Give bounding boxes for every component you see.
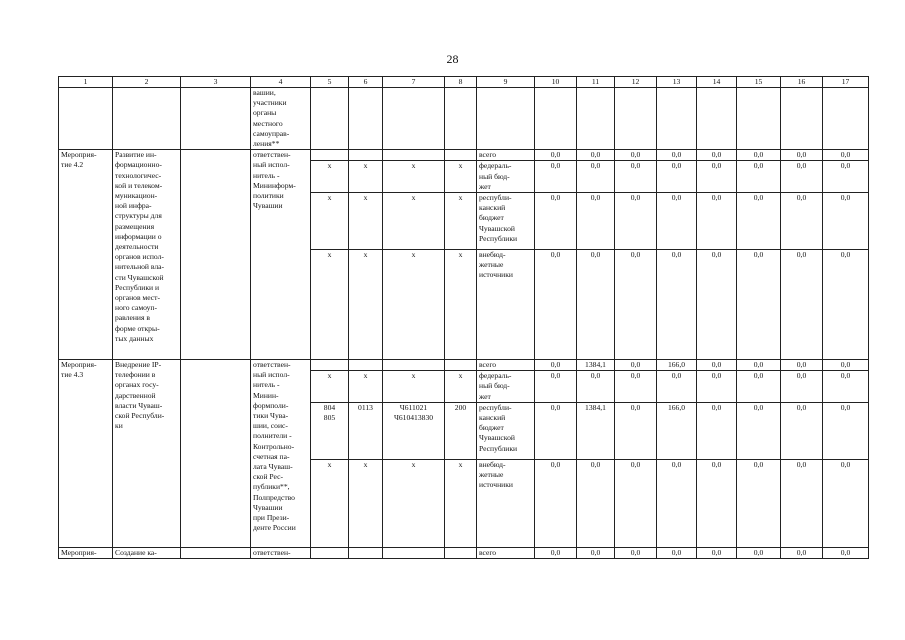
code-cell xyxy=(349,360,383,371)
value-cell: 0,0 xyxy=(657,547,697,558)
value-cell: 0,0 xyxy=(697,250,737,360)
code-cell xyxy=(383,150,445,161)
code-cell: x xyxy=(445,371,477,403)
table-row xyxy=(59,88,869,150)
value-cell: 0,0 xyxy=(781,150,823,161)
code-cell: x xyxy=(445,250,477,360)
value-cell: 0,0 xyxy=(737,250,781,360)
measure-code: Мероприя- тие 4.2 xyxy=(59,150,113,360)
funding-source: всего xyxy=(477,360,535,371)
measure-title: Развитие ин- формационно- технологичес- кой и телеком- муникацион- ной инфра- структуры для размещения информации о деятельности органов испол- нительной вла- сти Чувашской Республики и органов мест- ного самоуп- равления в форме откры- тых данных xyxy=(113,150,181,360)
value-cell: 0,0 xyxy=(577,459,615,547)
funding-source: федераль- ный бюд- жет xyxy=(477,161,535,193)
value-cell: 0,0 xyxy=(535,371,577,403)
value-cell: 0,0 xyxy=(823,371,869,403)
value-cell: 0,0 xyxy=(823,150,869,161)
column-header: 8 xyxy=(445,77,477,88)
value-cell: 0,0 xyxy=(737,360,781,371)
table-cell xyxy=(311,88,349,150)
code-cell xyxy=(311,150,349,161)
code-cell: x xyxy=(383,459,445,547)
code-cell: x xyxy=(311,371,349,403)
budget-table xyxy=(58,76,869,559)
value-cell: 0,0 xyxy=(657,371,697,403)
funding-source: всего xyxy=(477,150,535,161)
code-cell: x xyxy=(311,459,349,547)
value-cell: 0,0 xyxy=(657,161,697,193)
funding-source: республи- канский бюджет Чувашской Республики xyxy=(477,402,535,459)
code-cell xyxy=(383,360,445,371)
measure-code: Мероприя- тие 4.3 xyxy=(59,360,113,548)
column-header: 1 xyxy=(59,77,113,88)
code-cell: x xyxy=(311,250,349,360)
value-cell: 0,0 xyxy=(577,193,615,250)
table-cell xyxy=(445,88,477,150)
table-cell xyxy=(59,88,113,150)
column-header: 9 xyxy=(477,77,535,88)
value-cell: 0,0 xyxy=(615,459,657,547)
value-cell: 0,0 xyxy=(615,547,657,558)
value-cell: 0,0 xyxy=(697,161,737,193)
table-cell xyxy=(383,547,445,558)
value-cell: 0,0 xyxy=(737,402,781,459)
value-cell: 0,0 xyxy=(697,547,737,558)
table-cell xyxy=(615,88,657,150)
value-cell: 0,0 xyxy=(737,547,781,558)
table-cell xyxy=(577,88,615,150)
value-cell: 0,0 xyxy=(615,161,657,193)
code-cell xyxy=(349,150,383,161)
funding-source: внебюд- жетные источники xyxy=(477,459,535,547)
header-row xyxy=(59,77,869,88)
value-cell: 0,0 xyxy=(697,193,737,250)
code-cell: x xyxy=(383,371,445,403)
value-cell: 0,0 xyxy=(697,459,737,547)
value-cell: 0,0 xyxy=(781,250,823,360)
value-cell: 0,0 xyxy=(823,360,869,371)
value-cell: 0,0 xyxy=(697,371,737,403)
table-cell xyxy=(535,88,577,150)
code-cell: x xyxy=(349,250,383,360)
code-cell: x xyxy=(349,459,383,547)
value-cell: 0,0 xyxy=(737,459,781,547)
funding-source: республи- канский бюджет Чувашской Республики xyxy=(477,193,535,250)
table-cell xyxy=(697,88,737,150)
table-cell xyxy=(781,88,823,150)
value-cell: 0,0 xyxy=(615,150,657,161)
value-cell: 0,0 xyxy=(781,459,823,547)
column-header: 13 xyxy=(657,77,697,88)
code-cell: 0113 xyxy=(349,402,383,459)
value-cell: 0,0 xyxy=(823,161,869,193)
column-header: 17 xyxy=(823,77,869,88)
table-cell xyxy=(823,88,869,150)
value-cell: 0,0 xyxy=(823,193,869,250)
table-cell xyxy=(477,88,535,150)
value-cell: 0,0 xyxy=(657,459,697,547)
value-cell: 0,0 xyxy=(781,360,823,371)
value-cell: 0,0 xyxy=(781,371,823,403)
value-cell: 0,0 xyxy=(823,402,869,459)
value-cell: 0,0 xyxy=(535,402,577,459)
value-cell: 166,0 xyxy=(657,402,697,459)
code-cell: x xyxy=(311,193,349,250)
value-cell: 0,0 xyxy=(615,193,657,250)
value-cell: 0,0 xyxy=(781,161,823,193)
table-cell xyxy=(349,88,383,150)
column-header: 11 xyxy=(577,77,615,88)
value-cell: 0,0 xyxy=(657,193,697,250)
code-cell: x xyxy=(349,371,383,403)
column-header: 15 xyxy=(737,77,781,88)
responsible-cell: ответствен- ный испол- нитель - Мининформ- политики Чувашии xyxy=(251,150,311,360)
table-cell xyxy=(445,547,477,558)
value-cell: 0,0 xyxy=(577,547,615,558)
value-cell: 0,0 xyxy=(823,250,869,360)
column-header: 4 xyxy=(251,77,311,88)
code-cell: x xyxy=(445,459,477,547)
value-cell: 0,0 xyxy=(697,402,737,459)
responsible-cell: ответствен- ный испол- нитель - Минин- формполи- тики Чува- шии, соис- полнители - Контрольно- счетная па- лата Чуваш- ской Рес- публики**, Полпредство Чувашии при Прези- денте России xyxy=(251,360,311,548)
column-header: 16 xyxy=(781,77,823,88)
measure-title: Создание ка- xyxy=(113,547,181,558)
code-cell: 200 xyxy=(445,402,477,459)
table-cell xyxy=(383,88,445,150)
value-cell: 0,0 xyxy=(823,459,869,547)
empty-cell xyxy=(181,360,251,548)
table-cell xyxy=(349,547,383,558)
code-cell: Ч611021 Ч610413830 xyxy=(383,402,445,459)
column-header: 10 xyxy=(535,77,577,88)
column-header: 6 xyxy=(349,77,383,88)
value-cell: 0,0 xyxy=(577,371,615,403)
code-cell xyxy=(311,360,349,371)
value-cell: 1384,1 xyxy=(577,360,615,371)
column-header: 3 xyxy=(181,77,251,88)
value-cell: 0,0 xyxy=(657,150,697,161)
table-body xyxy=(59,77,869,559)
funding-source: федераль- ный бюд- жет xyxy=(477,371,535,403)
code-cell: x xyxy=(349,193,383,250)
table-cell xyxy=(181,547,251,558)
value-cell: 0,0 xyxy=(535,250,577,360)
value-cell: 0,0 xyxy=(781,547,823,558)
table-row xyxy=(59,360,869,371)
table-row xyxy=(59,150,869,161)
value-cell: 0,0 xyxy=(737,193,781,250)
value-cell: 0,0 xyxy=(535,459,577,547)
value-cell: 1384,1 xyxy=(577,402,615,459)
code-cell: 804 805 xyxy=(311,402,349,459)
responsible-cell: вашии, участники органы местного самоуправ- ления** xyxy=(251,88,311,150)
value-cell: 0,0 xyxy=(781,193,823,250)
code-cell xyxy=(445,150,477,161)
value-cell: 0,0 xyxy=(577,150,615,161)
value-cell: 0,0 xyxy=(737,161,781,193)
code-cell: x xyxy=(383,161,445,193)
measure-title: Внедрение IP- телефонии в органах госу- дарственной власти Чуваш- ской Республи- ки xyxy=(113,360,181,548)
empty-cell xyxy=(181,150,251,360)
value-cell: 0,0 xyxy=(781,402,823,459)
responsible-cell: ответствен- xyxy=(251,547,311,558)
value-cell: 166,0 xyxy=(657,360,697,371)
code-cell xyxy=(445,360,477,371)
table-cell xyxy=(181,88,251,150)
funding-source: всего xyxy=(477,547,535,558)
value-cell: 0,0 xyxy=(615,371,657,403)
table-cell xyxy=(657,88,697,150)
code-cell: x xyxy=(383,193,445,250)
value-cell: 0,0 xyxy=(535,161,577,193)
value-cell: 0,0 xyxy=(737,371,781,403)
value-cell: 0,0 xyxy=(697,150,737,161)
code-cell: x xyxy=(349,161,383,193)
value-cell: 0,0 xyxy=(535,360,577,371)
value-cell: 0,0 xyxy=(657,250,697,360)
table-row xyxy=(59,547,869,558)
value-cell: 0,0 xyxy=(535,150,577,161)
code-cell: x xyxy=(445,161,477,193)
value-cell: 0,0 xyxy=(577,250,615,360)
value-cell: 0,0 xyxy=(823,547,869,558)
table-cell xyxy=(311,547,349,558)
funding-source: внебюд- жетные источники xyxy=(477,250,535,360)
page-number: 28 xyxy=(446,52,459,66)
value-cell: 0,0 xyxy=(697,360,737,371)
column-header: 5 xyxy=(311,77,349,88)
table-cell xyxy=(113,88,181,150)
value-cell: 0,0 xyxy=(615,250,657,360)
column-header: 7 xyxy=(383,77,445,88)
column-header: 14 xyxy=(697,77,737,88)
value-cell: 0,0 xyxy=(535,193,577,250)
column-header: 12 xyxy=(615,77,657,88)
value-cell: 0,0 xyxy=(577,161,615,193)
code-cell: x xyxy=(311,161,349,193)
value-cell: 0,0 xyxy=(615,360,657,371)
table-cell xyxy=(737,88,781,150)
value-cell: 0,0 xyxy=(535,547,577,558)
code-cell: x xyxy=(445,193,477,250)
column-header: 2 xyxy=(113,77,181,88)
measure-code: Мероприя- xyxy=(59,547,113,558)
value-cell: 0,0 xyxy=(615,402,657,459)
code-cell: x xyxy=(383,250,445,360)
value-cell: 0,0 xyxy=(737,150,781,161)
